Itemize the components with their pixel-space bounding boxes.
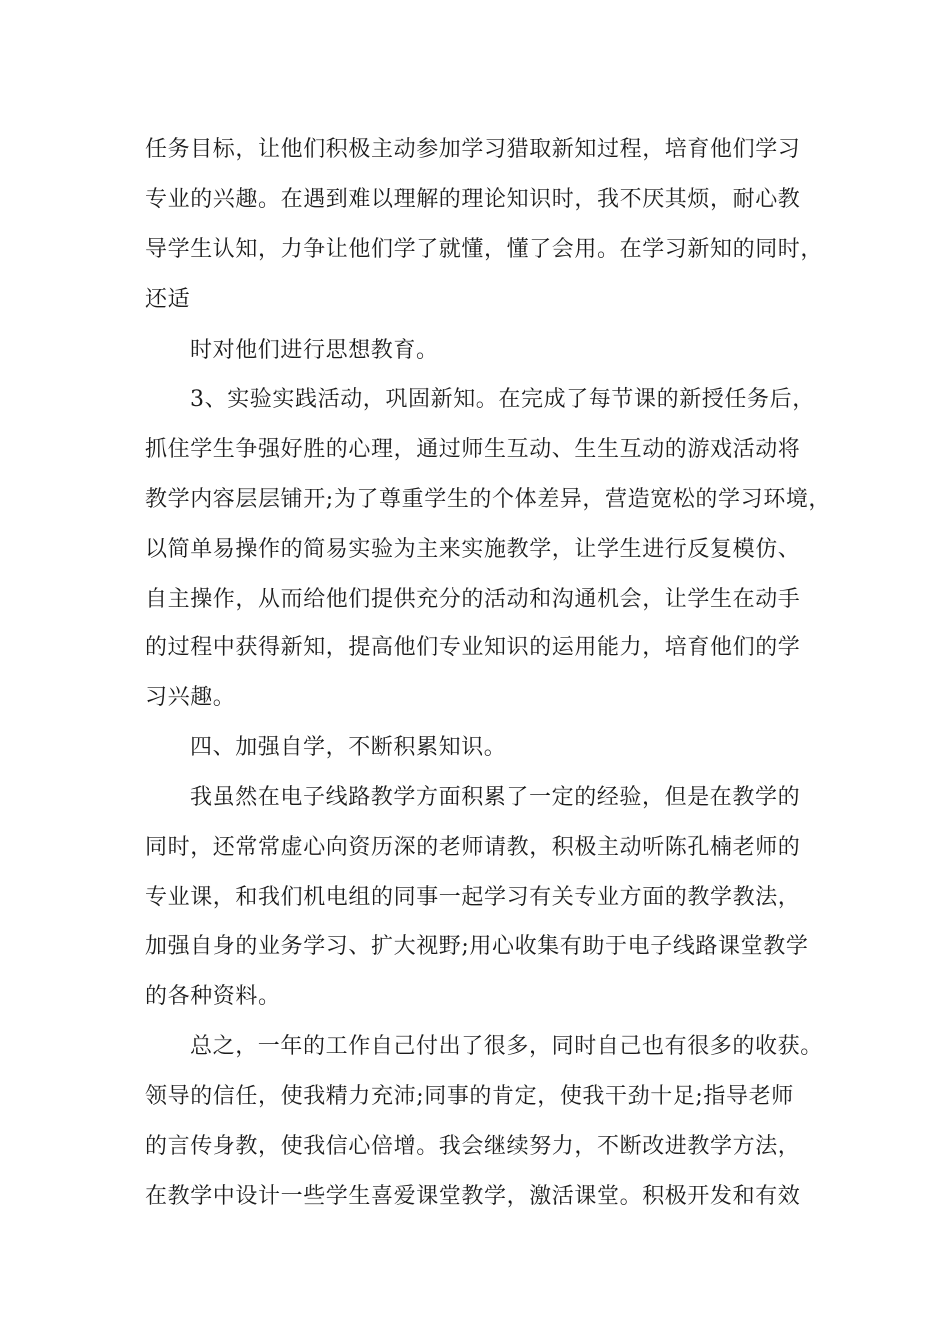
text-line: 的言传身教，使我信心倍增。我会继续努力，不断改进教学方法， bbox=[145, 1134, 801, 1159]
text-line: 还适 bbox=[145, 287, 191, 312]
text-line: 加强自身的业务学习、扩大视野;用心收集有助于电子线路课堂教学 bbox=[145, 934, 809, 959]
text-line: 专业的兴趣。在遇到难以理解的理论知识时，我不厌其烦，耐心教 bbox=[145, 187, 801, 212]
text-line: 我虽然在电子线路教学方面积累了一定的经验，但是在教学的 bbox=[190, 785, 801, 810]
text-line: 3、实验实践活动，巩固新知。在完成了每节课的新授任务后， bbox=[190, 387, 815, 412]
text-line: 抓住学生争强好胜的心理，通过师生互动、生生互动的游戏活动将 bbox=[145, 437, 801, 462]
text-line: 任务目标，让他们积极主动参加学习猎取新知过程，培育他们学习 bbox=[145, 137, 801, 162]
text-line: 导学生认知，力争让他们学了就懂，懂了会用。在学习新知的同时， bbox=[145, 237, 824, 262]
text-line: 以简单易操作的简易实验为主来实施教学，让学生进行反复模仿、 bbox=[145, 537, 801, 562]
text-line: 同时，还常常虚心向资历深的老师请教，积极主动听陈孔楠老师的 bbox=[145, 835, 801, 860]
text-line: 专业课，和我们机电组的同事一起学习有关专业方面的教学教法， bbox=[145, 885, 801, 910]
text-line: 的过程中获得新知，提高他们专业知识的运用能力，培育他们的学 bbox=[145, 635, 801, 660]
text-line: 在教学中设计一些学生喜爱课堂教学，激活课堂。积极开发和有效 bbox=[145, 1184, 801, 1209]
text-line: 领导的信任，使我精力充沛;同事的肯定，使我干劲十足;指导老师 bbox=[145, 1084, 794, 1109]
section-heading: 四、加强自学，不断积累知识。 bbox=[190, 735, 507, 760]
text-line: 总之，一年的工作自己付出了很多，同时自己也有很多的收获。 bbox=[190, 1034, 823, 1059]
text-line: 教学内容层层铺开;为了尊重学生的个体差异，营造宽松的学习环境， bbox=[145, 487, 832, 512]
text-line: 的各种资料。 bbox=[145, 984, 281, 1009]
text-line: 时对他们进行思想教育。 bbox=[190, 338, 439, 363]
text-line: 习兴趣。 bbox=[145, 685, 236, 710]
text-line: 自主操作，从而给他们提供充分的活动和沟通机会，让学生在动手 bbox=[145, 587, 801, 612]
